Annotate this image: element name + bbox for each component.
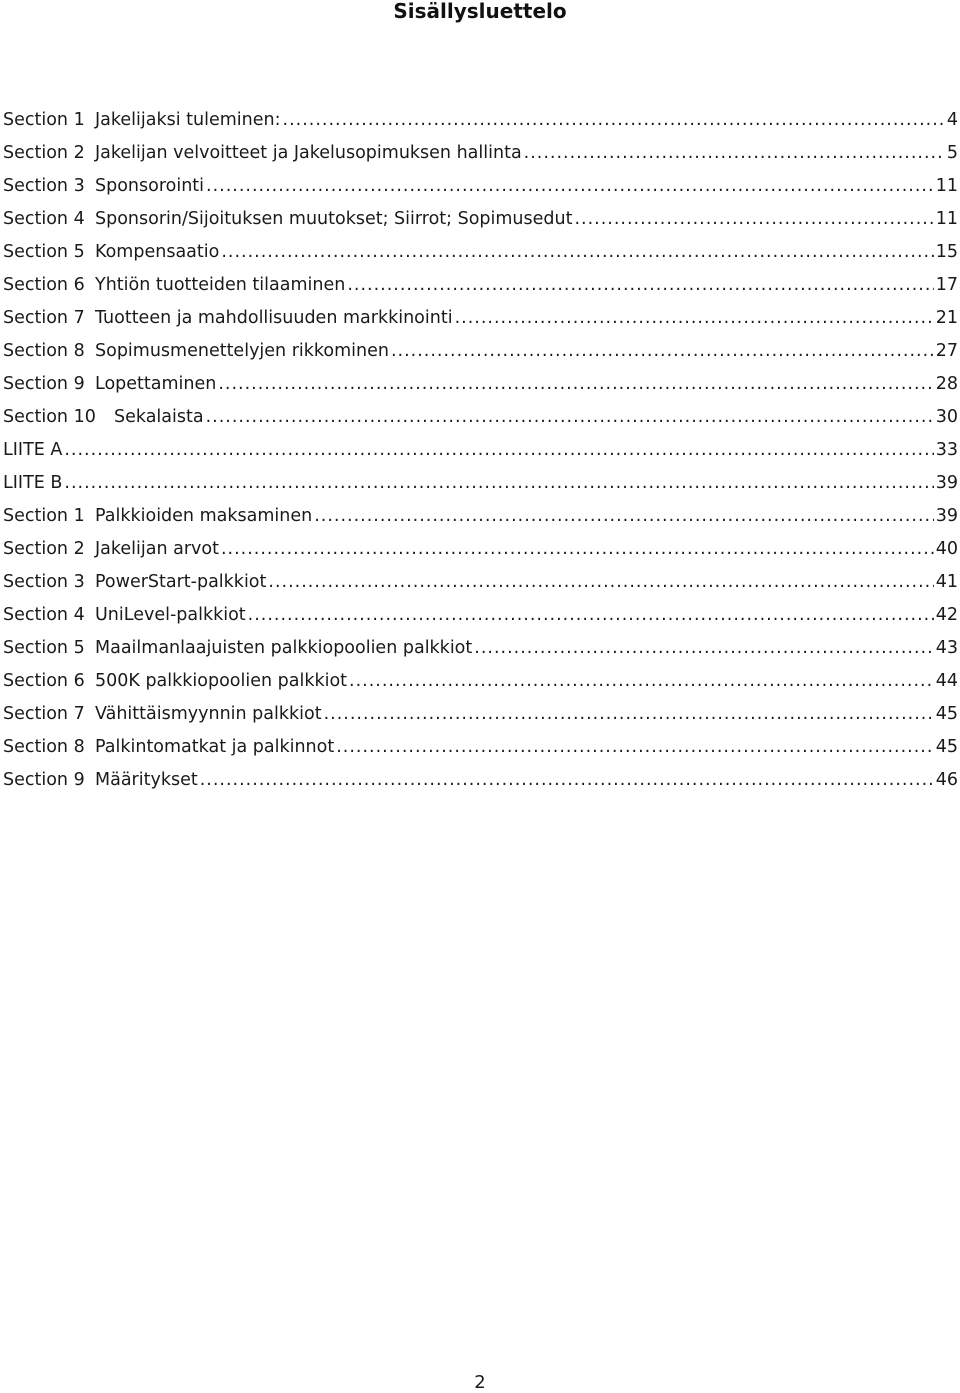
toc-entry-title: Kompensaatio xyxy=(95,242,220,262)
toc-entry-number: Section 10 xyxy=(3,407,96,427)
toc-entry-title: Palkintomatkat ja palkinnot xyxy=(95,737,335,757)
toc-entry-number: Section 9 xyxy=(3,374,85,394)
toc-leader-dots xyxy=(524,137,945,170)
toc-entry[interactable] xyxy=(3,203,958,236)
toc-entry-title: Jakelijan velvoitteet ja Jakelusopimuksen hallinta xyxy=(95,143,522,163)
toc-entry[interactable] xyxy=(3,533,958,566)
toc-entry[interactable] xyxy=(3,104,958,137)
toc-entry-page: 27 xyxy=(935,341,958,361)
toc-entry-number: Section 1 xyxy=(3,110,85,130)
toc-entry-number: LIITE A xyxy=(3,440,63,460)
toc-leader-dots xyxy=(64,434,933,467)
toc-entry-title: Lopettaminen xyxy=(95,374,217,394)
toc-entry-page: 46 xyxy=(935,770,958,790)
toc-leader-dots xyxy=(221,236,933,269)
toc-entry-title: UniLevel-palkkiot xyxy=(95,605,246,625)
toc-entry-number: Section 5 xyxy=(3,638,85,658)
toc-entry-page: 42 xyxy=(935,605,958,625)
toc-entry-page: 28 xyxy=(935,374,958,394)
toc-entry-number: Section 7 xyxy=(3,704,85,724)
toc-entry-page: 43 xyxy=(935,638,958,658)
toc-leader-dots xyxy=(391,335,934,368)
toc-entry-number: Section 3 xyxy=(3,572,85,592)
toc-entry-title: PowerStart-palkkiot xyxy=(95,572,267,592)
toc-leader-dots xyxy=(455,302,934,335)
toc-entry-title: Yhtiön tuotteiden tilaaminen xyxy=(95,275,346,295)
toc-entry-title: 500K palkkiopoolien palkkiot xyxy=(95,671,348,691)
toc-entry-page: 44 xyxy=(935,671,958,691)
toc-leader-dots xyxy=(336,731,934,764)
toc-entry-number: Section 4 xyxy=(3,209,85,229)
toc-entry-page: 30 xyxy=(935,407,958,427)
toc-entry[interactable] xyxy=(3,698,958,731)
toc-leader-dots xyxy=(268,566,933,599)
toc-entry-title: Vähittäismyynnin palkkiot xyxy=(95,704,322,724)
toc-entry-number: Section 6 xyxy=(3,671,85,691)
toc-entry[interactable] xyxy=(3,170,958,203)
toc-entry[interactable] xyxy=(3,269,958,302)
toc-entry[interactable] xyxy=(3,731,958,764)
page-number: 2 xyxy=(474,1372,486,1393)
page-title: Sisällysluettelo xyxy=(393,0,567,23)
toc-entry-number: Section 2 xyxy=(3,539,85,559)
toc-entry-title: Sopimusmenettelyjen rikkominen xyxy=(95,341,389,361)
toc-entry[interactable] xyxy=(3,632,958,665)
toc-entry-title: Sponsorin/Sijoituksen muutokset; Siirrot; Sopimusedut xyxy=(95,209,573,229)
toc-leader-dots xyxy=(347,269,933,302)
toc-entry-page: 15 xyxy=(935,242,958,262)
toc-entry[interactable] xyxy=(3,401,958,434)
toc-leader-dots xyxy=(221,533,934,566)
toc-entry-number: Section 4 xyxy=(3,605,85,625)
toc-entry-page: 45 xyxy=(935,737,958,757)
toc-leader-dots xyxy=(206,401,934,434)
toc-entry[interactable] xyxy=(3,137,958,170)
toc-entry-number: Section 5 xyxy=(3,242,85,262)
toc-leader-dots xyxy=(206,170,934,203)
toc-entry[interactable] xyxy=(3,566,958,599)
toc-leader-dots xyxy=(248,599,934,632)
toc-leader-dots xyxy=(314,500,934,533)
toc-entry-title: Määritykset xyxy=(95,770,198,790)
toc-leader-dots xyxy=(349,665,934,698)
toc-entry-number: Section 7 xyxy=(3,308,85,328)
toc-entry-title: Palkkioiden maksaminen xyxy=(95,506,313,526)
toc-entry-page: 4 xyxy=(946,110,958,130)
toc-leader-dots xyxy=(324,698,934,731)
toc-entry[interactable] xyxy=(3,500,958,533)
toc-entry-title: Sekalaista xyxy=(114,407,204,427)
toc-entry-page: 45 xyxy=(935,704,958,724)
toc-entry-page: 39 xyxy=(935,506,958,526)
toc-leader-dots xyxy=(200,764,934,797)
toc-entry-number: Section 8 xyxy=(3,341,85,361)
toc-entry-title: Jakelijan arvot xyxy=(95,539,219,559)
toc-entry-page: 11 xyxy=(935,209,958,229)
toc-entry-title: Sponsorointi xyxy=(95,176,205,196)
toc-leader-dots xyxy=(218,368,933,401)
table-of-contents xyxy=(3,104,958,797)
toc-entry-number: LIITE B xyxy=(3,473,63,493)
toc-entry[interactable] xyxy=(3,335,958,368)
toc-entry-number: Section 9 xyxy=(3,770,85,790)
toc-entry-page: 5 xyxy=(946,143,958,163)
toc-entry-title: Jakelijaksi tuleminen: xyxy=(95,110,281,130)
toc-entry[interactable] xyxy=(3,236,958,269)
toc-entry-number: Section 3 xyxy=(3,176,85,196)
toc-entry[interactable] xyxy=(3,764,958,797)
toc-leader-dots xyxy=(283,104,945,137)
toc-entry[interactable] xyxy=(3,467,958,500)
toc-entry-number: Section 2 xyxy=(3,143,85,163)
toc-leader-dots xyxy=(474,632,933,665)
toc-entry[interactable] xyxy=(3,302,958,335)
toc-entry-title: Tuotteen ja mahdollisuuden markkinointi xyxy=(95,308,453,328)
toc-entry-number: Section 6 xyxy=(3,275,85,295)
toc-entry[interactable] xyxy=(3,599,958,632)
toc-leader-dots xyxy=(64,467,933,500)
toc-entry-title: Maailmanlaajuisten palkkiopoolien palkkiot xyxy=(95,638,473,658)
toc-entry[interactable] xyxy=(3,665,958,698)
toc-entry[interactable] xyxy=(3,368,958,401)
toc-entry[interactable] xyxy=(3,434,958,467)
toc-entry-number: Section 8 xyxy=(3,737,85,757)
toc-entry-page: 21 xyxy=(935,308,958,328)
toc-entry-number: Section 1 xyxy=(3,506,85,526)
toc-entry-page: 17 xyxy=(935,275,958,295)
toc-entry-page: 39 xyxy=(935,473,958,493)
toc-entry-page: 11 xyxy=(935,176,958,196)
toc-entry-page: 41 xyxy=(935,572,958,592)
toc-entry-page: 33 xyxy=(935,440,958,460)
toc-entry-page: 40 xyxy=(935,539,958,559)
toc-leader-dots xyxy=(574,203,933,236)
